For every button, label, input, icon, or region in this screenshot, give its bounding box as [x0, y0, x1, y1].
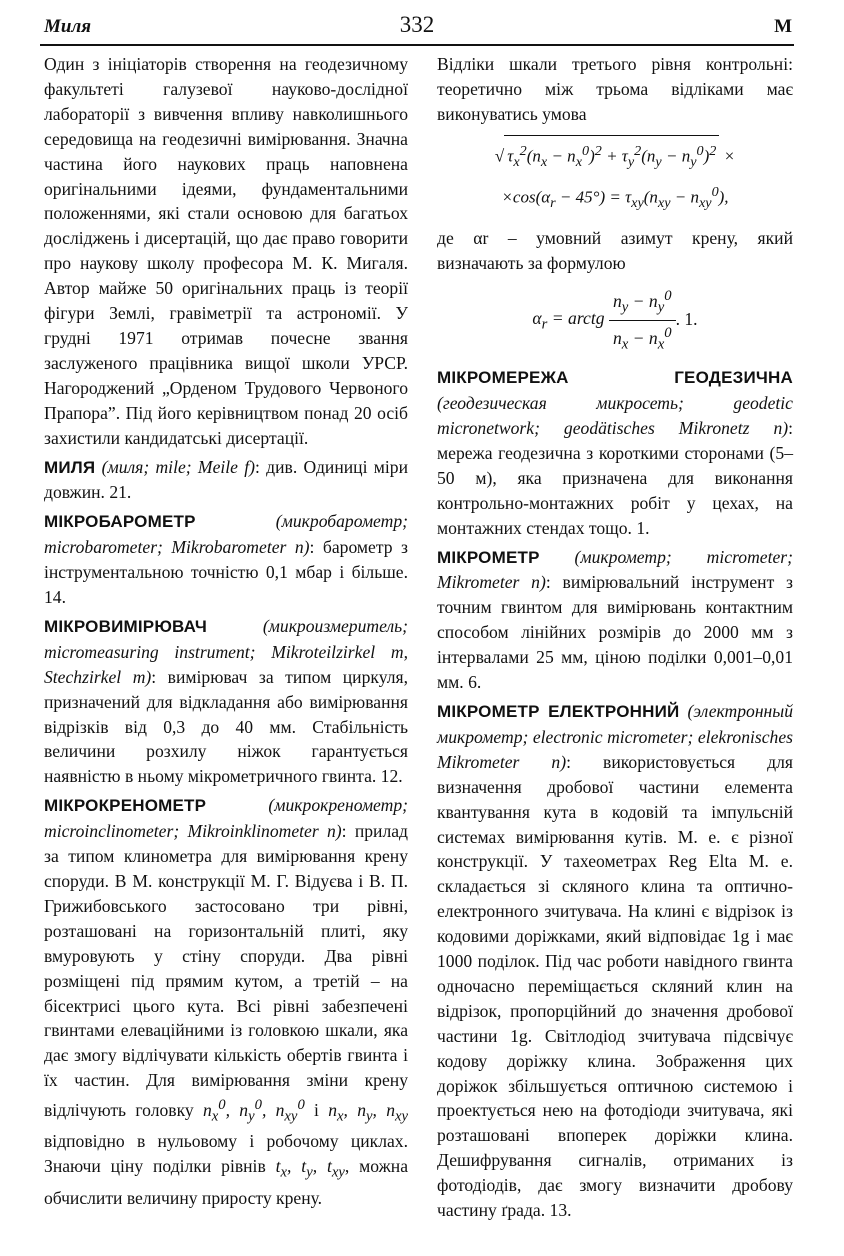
entry-term: МІКРОМЕРЕЖА ГЕОДЕЗИЧНА: [437, 368, 793, 388]
entry-translations: (микрометр; micrometer; Mikrometer n): [437, 546, 793, 593]
page-header: [40, 8, 794, 46]
entry-term: МИЛЯ: [44, 457, 96, 477]
entry-translations: (миля; mile; Meile f): [101, 456, 255, 477]
entry-mikrovymiriuvach: [44, 614, 408, 789]
entry-definition: : див. Одиниці міри довжин. 21.: [44, 456, 408, 503]
entry-mikrokrenometr: [44, 793, 408, 1210]
left-column: [44, 52, 408, 1211]
entry-definition: : прилад за типом клинометра для вимірювання крену споруди. В М. конструкції М. Г. Відуєва і В. П. Грижибовського застосовано три рівні, розташовані на горизонтальній плиті, яку вмуровують у стіну споруди. Два рівні розміщені під прямим кутом, а третій – на бісектрисі цього кута. Всі рівні забезпечені гвинтами елеваційними із головкою шкали, яка дає змогу відлічувати кількість обертів гвинта і їх частин. Для вимірювання зміни крену відлічують головку: [44, 821, 408, 1121]
entry-mylia: [44, 455, 408, 506]
intro-paragraph: Один з ініціаторів створення на геодезичному факультеті галузевої науково-дослідної лабораторії з вивчення впливу навколишнього середовища на геодезичні вимірювання. Значна частина його наукових праць наповнена оригінальними ідеями, фундаментальними положеннями, які стали основою для багатьох досліджень і дисертацій, що дає право говорити про наукову школу професора М. К. Мигаля. Автор майже 50 оригінальних праць із теорії фігури Землі, гравіметрії та астрономії. У грудні 1971 отримав почесне звання заслуженого працівника вищої школи УРСР. Нагороджений „Орденом Трудового Червоного Прапора”. Під його керівництвом понад 20 осіб захистили кандидатські дисертації.: [44, 54, 408, 448]
entry-term: МІКРОМЕТР ЕЛЕКТРОННИЙ: [437, 701, 680, 721]
entry-term: МІКРОБАРОМЕТР: [44, 512, 196, 532]
entry-definition: : використовується для визначення дробової частини елемента квантування кута в кодовій та імпульсній системах вимірювання кутів. М. е. є різної конструкції. У тахеометрах Reg Elta М. е. складається зі скляного клина та оптично-електронного зчитувача. На клині є відрізок із кодовими доріжками, який відповідає 1g і має 1000 поділок. Під час роботи навідного гвинта одночасно переміщається скляний клин на відрізок, пропорційний до значення дробової частини 1g. Світлодіод зчитувача підсвічує кодову доріжку клина. Зображення цих доріжок збільшується оптичною системою і проектується нею на фотодіоди зчитувача, які розташовані впоперек доріжки клина. Дешифрування сигналів, отриманих із фотодіодів, дає змогу визначити дробову частину ґрада. 13.: [437, 751, 793, 1221]
entry-definition-end: , можна обчислити величину приросту крену.: [44, 1156, 409, 1208]
where-paragraph: де αr – умовний азимут крену, який визначають за формулою: [437, 227, 793, 273]
entry-translations: (микроизмеритель; micromeasuring instrument; Mikroteilzirkel m, Stechzirkel m): [44, 615, 408, 687]
reading-variables: $n_x^0$, $n_y^0$, $n_{xy}^0$ і $n_x$, $n_y$, $n_{xy}$: [202, 1097, 409, 1125]
entry-term: МІКРОКРЕНОМЕТР: [44, 796, 207, 816]
entry-mikrometr: [437, 545, 793, 695]
entry-translations: (геодезическая микросеть; geodetic micronetwork; geodätisches Mikronetz n): [437, 393, 793, 438]
azimuth-formula: $\alpha_r$ = arctg $\frac{n_y - n_y^0}{n_x - n_x^0}$ . 1.: [437, 284, 793, 358]
right-column: [437, 52, 793, 1223]
running-head-word: Миля: [44, 16, 91, 37]
entry-definition: : вимірювач за типом циркуля, призначений для відкладання або вимірювання відрізків від 0,3 до 40 мм. Стабільність величини розхилу ніжок гарантується наявністю в ньому мікрометричного гвинта. 12.: [44, 666, 408, 787]
entry-term: МІКРОМЕТР: [437, 547, 540, 567]
entry-mikrobarometr: [44, 509, 408, 610]
page-number: 332: [399, 12, 435, 37]
entry-translations: (электронный микрометр; electronic micrometer; elekronisches Mikrometer n): [437, 700, 793, 772]
entry-term: МІКРОВИМІРЮВАЧ: [44, 616, 208, 636]
entry-mikrometr-elektronnyi: [437, 699, 793, 1223]
entry-definition: : барометр з інструментальною точністю 0,1 мбар і більше. 14.: [44, 537, 408, 608]
continuation-paragraph: Відліки шкали третього рівня контрольні: теоретично між трьома відліками має виконуватись умова: [437, 54, 793, 124]
section-letter: М: [774, 16, 792, 37]
level-value-variables: $t_x$, $t_y$, $t_{xy}$: [275, 1156, 345, 1181]
condition-formula: √ $\tau_x^2(n_x - n_x^0)^2 + \tau_y^2(n_y - n_y^0)^2$ × $\times\cos(\alpha_r - 45^\circ) = \tau_{xy}(n_{xy} - n_{xy}^0)$,: [437, 135, 793, 218]
formula-reference: 1.: [684, 308, 698, 329]
entry-translations: (микрокренометр; microinclinometer; Mikroinklinometer n): [44, 795, 408, 842]
entry-definition: : вимірювальний інструмент з точним гвинтом для вимірювань контактним способом лінійних розмірів до 2000 мм з інтервалами 25 мм, ціною поділки 0,001–0,01 мм. 6.: [437, 572, 793, 693]
entry-mikromerezha: [437, 365, 793, 540]
entry-translations: (микробарометр; microbarometer; Mikrobarometer n): [44, 511, 408, 558]
entry-definition: : мережа геодезична з короткими сторонами (5–50 м), яка призначена для виконання контрольно-монтажних робіт у цехах, на монтажних стендах тощо. 1.: [437, 418, 793, 538]
entry-definition-mid: відповідно в нульовому і робочому циклах. Знаючи ціну поділки рівнів: [44, 1131, 408, 1177]
